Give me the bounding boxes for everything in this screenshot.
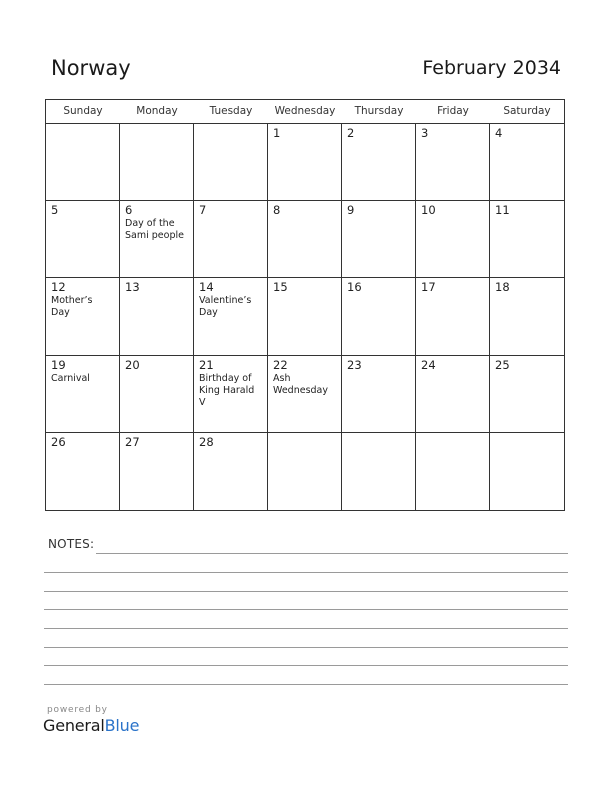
day-cell [490,433,564,510]
day-number: 20 [125,357,140,372]
day-cell [120,433,194,510]
day-number: 28 [199,434,214,449]
logo-blue-text: Blue [104,716,140,735]
day-number: 2 [347,126,355,140]
day-number: 22 [273,357,288,372]
week-row [46,356,564,433]
day-cell [120,201,194,277]
day-cell [416,201,490,277]
day-cell [268,124,342,200]
day-cell [194,124,268,200]
notes-line [44,684,568,685]
day-cell [120,356,194,432]
day-cell [194,278,268,354]
day-number: 19 [51,357,66,372]
powered-by-text: powered by [47,705,108,715]
day-cell [46,356,120,432]
day-cell [120,278,194,354]
day-cell [342,356,416,432]
day-number: 23 [347,357,362,372]
week-row [46,124,564,201]
week-row [46,433,564,510]
day-cell [490,278,564,354]
day-number: 3 [421,126,429,140]
day-cell [416,124,490,200]
notes-line [44,591,568,592]
day-cell [490,356,564,432]
month-year-title: February 2034 [422,57,561,79]
country-title: Norway [51,56,131,80]
day-cell [194,356,268,432]
dow-saturday: Saturday [503,105,551,117]
dow-monday: Monday [136,105,178,117]
holiday-label: Ash Wednesday [273,372,329,396]
day-number: 11 [495,203,510,218]
day-number: 6 [125,203,133,218]
day-cell [342,124,416,200]
dow-sunday: Sunday [63,105,103,117]
dow-thursday: Thursday [354,105,404,117]
day-number: 14 [199,280,214,295]
day-number: 9 [347,203,355,218]
notes-label: NOTES: [48,537,95,551]
day-number: 17 [421,280,436,295]
holiday-label: Carnival [51,372,90,384]
holiday-label: Mother’s Day [51,295,93,319]
day-cell [416,433,490,510]
day-number: 18 [495,280,510,295]
day-number: 5 [51,203,59,218]
day-number: 1 [273,126,281,140]
day-cell [268,433,342,510]
notes-line [44,628,568,629]
day-number: 7 [199,203,207,218]
day-cell [490,124,564,200]
day-cell [342,201,416,277]
day-cell [194,201,268,277]
day-number: 26 [51,434,66,449]
notes-line [44,572,568,573]
day-cell [342,278,416,354]
generalblue-logo[interactable] [43,716,139,735]
day-cell [416,356,490,432]
calendar-grid [45,99,565,511]
week-row [46,201,564,278]
weeks-container [46,124,564,510]
day-cell [120,124,194,200]
day-number: 13 [125,280,140,295]
notes-line [44,665,568,666]
week-row [46,278,564,355]
day-cell [268,278,342,354]
day-cell [268,356,342,432]
day-number: 4 [495,126,503,140]
day-cell [194,433,268,510]
day-number: 21 [199,357,214,372]
holiday-label: Day of the Sami people [125,218,184,242]
day-cell [268,201,342,277]
day-cell [490,201,564,277]
day-number: 12 [51,280,66,295]
day-cell [342,433,416,510]
day-cell [46,278,120,354]
day-cell [46,201,120,277]
day-cell [46,124,120,200]
day-number: 24 [421,357,436,372]
notes-line [44,647,568,648]
notes-line [96,553,568,554]
day-number: 25 [495,357,510,372]
dow-friday: Friday [437,105,469,117]
holiday-label: Valentine’s Day [199,295,252,319]
day-cell [46,433,120,510]
days-of-week-header [46,100,564,124]
day-cell [416,278,490,354]
day-number: 8 [273,203,281,218]
day-number: 16 [347,280,362,295]
notes-line [44,609,568,610]
day-number: 15 [273,280,288,295]
logo-general-text: General [43,716,105,735]
dow-wednesday: Wednesday [274,105,336,117]
day-number: 10 [421,203,436,218]
dow-tuesday: Tuesday [209,105,253,117]
day-number: 27 [125,434,140,449]
holiday-label: Birthday of King Harald V [199,372,255,408]
